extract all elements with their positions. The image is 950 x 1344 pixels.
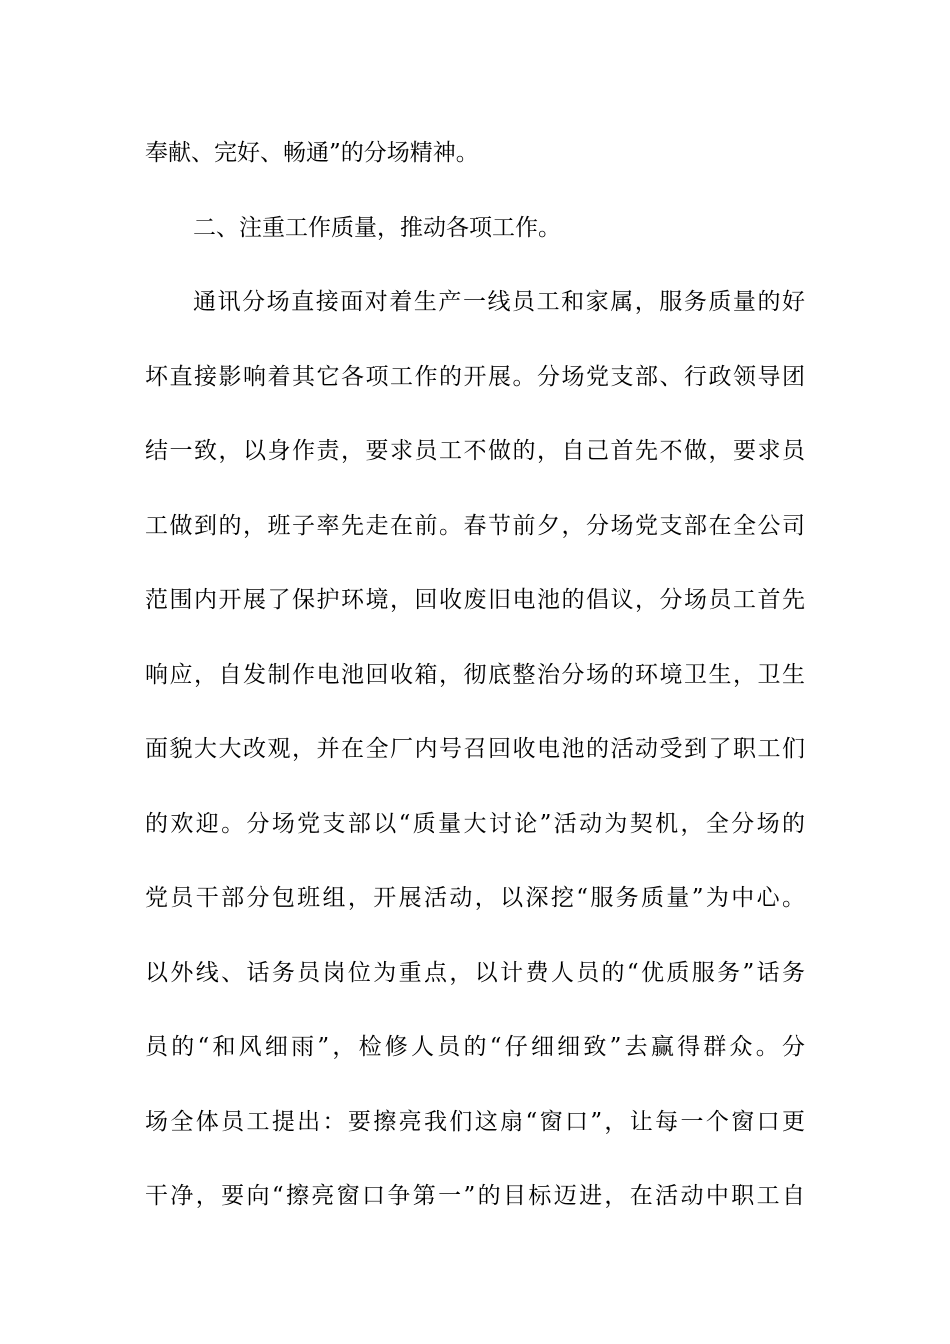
text-line-4: 坏直接影响着其它各项工作的开展。分场党支部、行政领导团 bbox=[145, 363, 805, 390]
section-heading: 二、注重工作质量，推动各项工作。 bbox=[193, 214, 561, 241]
document-body bbox=[145, 128, 805, 1246]
text-line-10: 的欢迎。分场党支部以“质量大讨论”活动为契机，全分场的 bbox=[145, 810, 805, 837]
text-line-13: 员的“和风细雨”，检修人员的“仔细细致”去赢得群众。分 bbox=[145, 1034, 805, 1060]
text-line-1: 奉献、完好、畅通”的分场精神。 bbox=[145, 140, 479, 166]
text-line-8: 响应，自发制作电池回收箱，彻底整治分场的环境卫生，卫生 bbox=[145, 661, 805, 688]
text-line-6: 工做到的，班子率先走在前。春节前夕，分场党支部在全公司 bbox=[145, 512, 805, 539]
text-line-9: 面貌大大改观，并在全厂内号召回收电池的活动受到了职工们 bbox=[145, 736, 805, 762]
paragraph-first-line: 通讯分场直接面对着生产一线员工和家属，服务质量的好 bbox=[193, 289, 805, 315]
text-line-15: 干净，要向“擦亮窗口争第一”的目标迈进，在活动中职工自 bbox=[145, 1183, 805, 1209]
text-line-5: 结一致，以身作责，要求员工不做的，自己首先不做，要求员 bbox=[145, 438, 805, 464]
text-line-7: 范围内开展了保护环境，回收废旧电池的倡议，分场员工首先 bbox=[145, 587, 805, 613]
text-line-11: 党员干部分包班组，开展活动，以深挖“服务质量”为中心。 bbox=[145, 885, 805, 911]
text-line-14: 场全体员工提出：要擦亮我们这扇“窗口”，让每一个窗口更 bbox=[145, 1108, 805, 1135]
text-line-12: 以外线、话务员岗位为重点，以计费人员的“优质服务”话务 bbox=[145, 959, 805, 986]
